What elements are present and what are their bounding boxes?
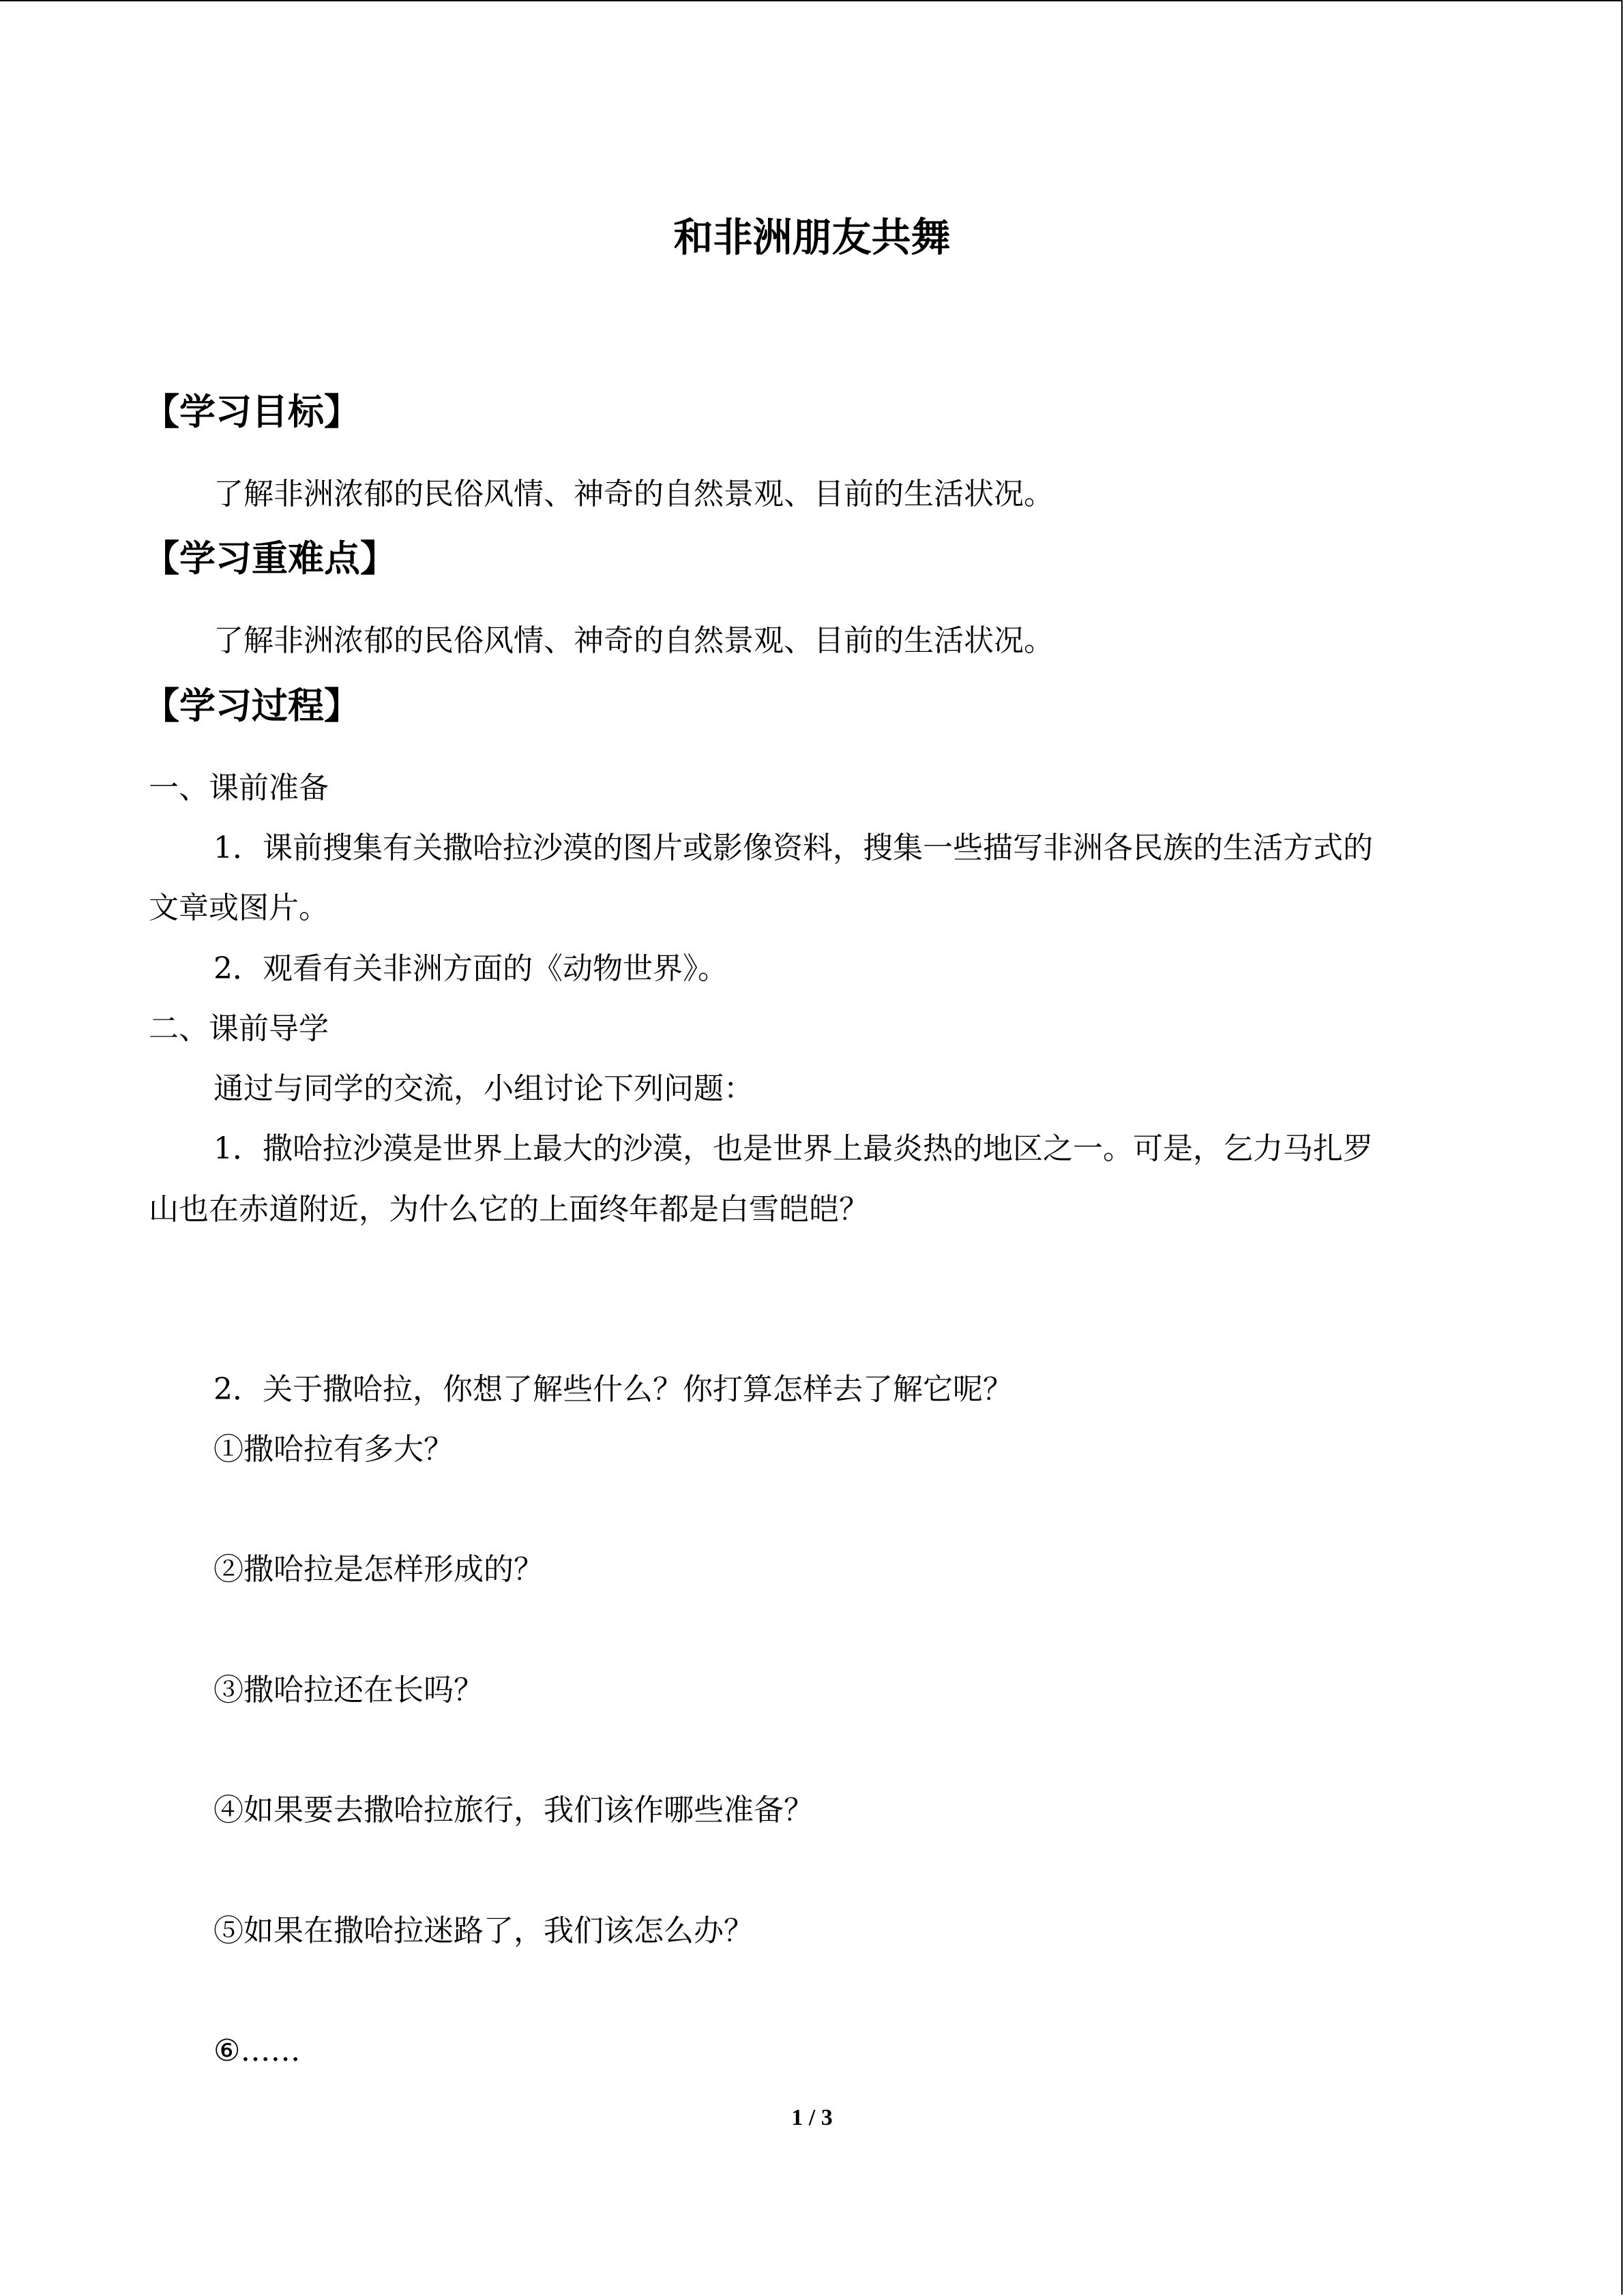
part1-heading: 一、课前准备	[149, 771, 329, 805]
goal-heading: 【学习目标】	[143, 391, 360, 433]
part1-item1-line1: 1．课前搜集有关撒哈拉沙漠的图片或影像资料，搜集一些描写非洲各民族的生活方式的	[213, 831, 1373, 865]
part2-heading: 二、课前导学	[149, 1011, 329, 1046]
page-title: 和非洲朋友共舞	[673, 214, 951, 260]
part1-item1-line2: 文章或图片。	[149, 891, 329, 925]
process-heading: 【学习过程】	[143, 685, 360, 727]
sub-question-1: ①撒哈拉有多大？	[213, 1432, 454, 1467]
part2-intro: 通过与同学的交流，小组讨论下列问题：	[213, 1071, 754, 1106]
sub-question-4: ④如果要去撒哈拉旅行，我们该作哪些准备？	[213, 1793, 814, 1828]
goal-text: 了解非洲浓郁的民俗风情、神奇的自然景观、目前的生活状况。	[213, 477, 1054, 511]
question2: 2．关于撒哈拉，你想了解些什么？你打算怎样去了解它呢？	[213, 1372, 1013, 1407]
key-heading: 【学习重难点】	[143, 538, 396, 580]
sub-question-6: ⑥……	[213, 2033, 301, 2068]
part1-item2: 2．观看有关非洲方面的《动物世界》。	[213, 951, 728, 986]
sub-question-5: ⑤如果在撒哈拉迷路了，我们该怎么办？	[213, 1913, 754, 1948]
key-text: 了解非洲浓郁的民俗风情、神奇的自然景观、目前的生活状况。	[213, 623, 1054, 658]
page-number: 1 / 3	[791, 2105, 833, 2130]
question1-line1: 1．撒哈拉沙漠是世界上最大的沙漠，也是世界上最炎热的地区之一。可是，乞力马扎罗	[213, 1131, 1373, 1166]
sub-question-3: ③撒哈拉还在长吗？	[213, 1673, 484, 1708]
question1-line2: 山也在赤道附近，为什么它的上面终年都是白雪皑皑？	[149, 1192, 869, 1227]
sub-question-2: ②撒哈拉是怎样形成的？	[213, 1552, 544, 1587]
